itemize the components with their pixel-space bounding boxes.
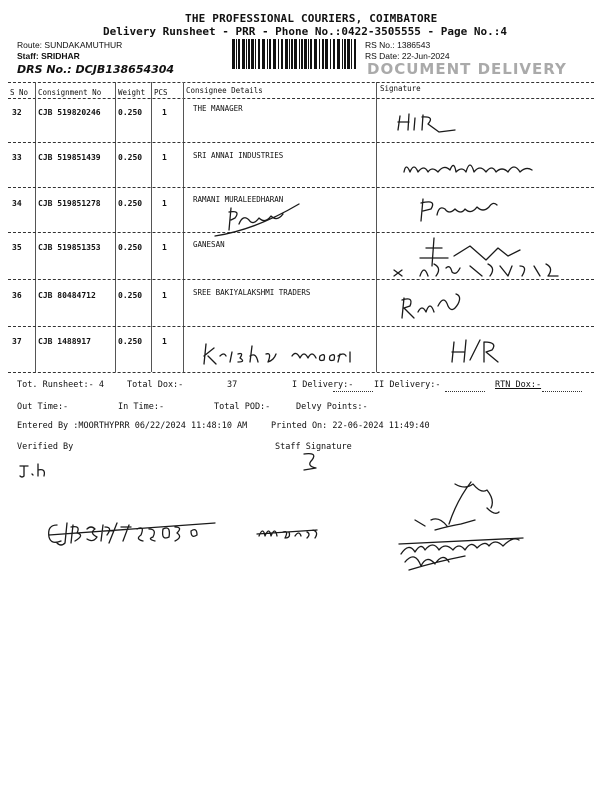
barcode-bar: [267, 39, 268, 69]
row-consignee: SRI ANNAI INDUSTRIES: [193, 151, 284, 160]
ii-delivery-line: [445, 391, 485, 392]
company-title: THE PROFESSIONAL COURIERS, COIMBATORE: [185, 12, 438, 25]
printed-on: Printed On: 22-06-2024 11:49:40: [271, 421, 430, 431]
row-consignment: CJB 519851278: [38, 199, 101, 208]
barcode-bar: [333, 39, 335, 69]
rtn-dox: RTN Dox:-: [495, 380, 542, 390]
row-weight: 0.250: [118, 337, 143, 346]
barcode-bar: [319, 39, 320, 69]
barcode-bar: [238, 39, 240, 69]
rtn-dox-line: [542, 391, 582, 392]
barcode-bar: [310, 39, 312, 69]
barcode-bar: [278, 39, 279, 69]
col-divider: [35, 82, 36, 372]
drs-number: DRS No.: DCJB138654304: [17, 63, 175, 76]
row-pcs: 1: [162, 243, 167, 252]
row-pcs: 1: [162, 199, 167, 208]
barcode-bar: [285, 39, 288, 69]
row-rule: [8, 326, 594, 327]
ii-delivery: II Delivery:-: [374, 380, 441, 390]
barcode-bar: [344, 39, 346, 69]
rs-number: RS No.: 1386543: [365, 40, 431, 50]
barcode-bar: [351, 39, 352, 69]
row-rule: [8, 142, 594, 143]
row-consignment: CJB 519820246: [38, 108, 101, 117]
handwritten-scribble-right: [395, 480, 535, 580]
handwritten-manis: [255, 520, 325, 545]
col-pcs: PCS: [154, 88, 168, 97]
header-top-rule: [8, 82, 594, 83]
runsheet-subtitle: Delivery Runsheet - PRR - Phone No.:0422-3505555 - Page No.:4: [103, 25, 507, 38]
route-label: Route: SUNDAKAMUTHUR: [17, 40, 123, 50]
barcode-bar: [248, 39, 250, 69]
in-time: In Time:-: [118, 402, 165, 412]
row-pcs: 1: [162, 108, 167, 117]
barcode-bar: [330, 39, 331, 69]
barcode-bar: [232, 39, 235, 69]
col-divider: [151, 82, 152, 372]
row-consignee: SREE BAKIYALAKSHMI TRADERS: [193, 288, 311, 297]
row-weight: 0.250: [118, 108, 143, 117]
col-sno: S No: [10, 88, 29, 97]
barcode-bar: [251, 39, 254, 69]
barcode-bar: [308, 39, 309, 69]
row-consignee: GANESAN: [193, 240, 225, 249]
tot-runsheet: Tot. Runsheet:- 4: [17, 380, 104, 390]
row-consignment: CJB 80484712: [38, 291, 96, 300]
row-sno: 34: [12, 199, 22, 208]
col-consignment: Consignment No: [38, 88, 102, 97]
verified-by: Verified By: [17, 442, 74, 452]
row-pcs: 1: [162, 153, 167, 162]
barcode-bar: [299, 39, 300, 69]
col-divider: [376, 82, 377, 372]
row-consignment: CJB 519851439: [38, 153, 101, 162]
out-time: Out Time:-: [17, 402, 69, 412]
row-consignee: THE MANAGER: [193, 104, 243, 113]
total-pod: Total POD:-: [214, 402, 271, 412]
row-weight: 0.250: [118, 243, 143, 252]
col-signature: Signature: [380, 84, 421, 93]
barcode-bar: [289, 39, 290, 69]
row-weight: 0.250: [118, 291, 143, 300]
signature-row-34: [415, 195, 505, 225]
barcode-bar: [314, 39, 317, 69]
i-delivery: I Delivery:-: [292, 380, 354, 390]
row-consignment: CJB 519851353: [38, 243, 101, 252]
barcode-bar: [301, 39, 303, 69]
table-bottom-rule: [8, 372, 594, 373]
col-consignee: Consignee Details: [186, 86, 263, 95]
barcode-bar: [255, 39, 256, 69]
barcode-bar: [347, 39, 350, 69]
barcode-bar: [258, 39, 260, 69]
row-weight: 0.250: [118, 153, 143, 162]
signature-row-36: [400, 290, 470, 322]
delvy-points: Delvy Points:-: [296, 402, 368, 412]
staff-label: Staff: SRIDHAR: [17, 51, 80, 61]
handwritten-consignment-bottom: [45, 515, 220, 555]
row-sno: 32: [12, 108, 22, 117]
entered-by: Entered By :MOORTHYPRR 06/22/2024 11:48:10 AM: [17, 421, 248, 431]
barcode: [232, 39, 358, 69]
row-weight: 0.250: [118, 199, 143, 208]
header-bottom-rule: [8, 98, 594, 99]
staff-signature: [298, 450, 328, 475]
barcode-bar: [242, 39, 245, 69]
barcode-bar: [269, 39, 271, 69]
rs-date: RS Date: 22-Jun-2024: [365, 51, 450, 61]
barcode-bar: [294, 39, 297, 69]
barcode-bar: [342, 39, 343, 69]
row-consignment: CJB 1488917: [38, 337, 91, 346]
barcode-bar: [337, 39, 340, 69]
row-sno: 36: [12, 291, 22, 300]
document-delivery-stamp: DOCUMENT DELIVERY: [367, 60, 567, 78]
row-rule: [8, 187, 594, 188]
row-sno: 35: [12, 243, 22, 252]
barcode-bar: [281, 39, 283, 69]
barcode-bar: [304, 39, 307, 69]
handwritten-krishna-moorthi: [200, 340, 360, 370]
barcode-bar: [273, 39, 276, 69]
barcode-bar: [262, 39, 265, 69]
col-weight: Weight: [118, 88, 146, 97]
total-dox-value: 37: [227, 380, 238, 390]
barcode-bar: [246, 39, 247, 69]
col-divider: [183, 82, 184, 372]
row-sno: 33: [12, 153, 22, 162]
row-pcs: 1: [162, 337, 167, 346]
signature-row-37: [440, 336, 510, 366]
staff-signature-label: Staff Signature: [275, 442, 352, 452]
row-consignee: RAMANI MURALEEDHARAN: [193, 195, 284, 204]
verified-signature: [18, 460, 68, 480]
row-pcs: 1: [162, 291, 167, 300]
barcode-bar: [354, 39, 356, 69]
total-dox-label: Total Dox:-: [127, 380, 184, 390]
col-divider: [115, 82, 116, 372]
signature-row-35: [390, 236, 580, 286]
i-delivery-line: [333, 391, 373, 392]
row-sno: 37: [12, 337, 22, 346]
barcode-bar: [322, 39, 324, 69]
barcode-bar: [236, 39, 237, 69]
barcode-bar: [291, 39, 293, 69]
signature-row-32: [395, 108, 475, 138]
barcode-bar: [325, 39, 328, 69]
signature-row-34-overlay: [195, 200, 305, 240]
signature-row-33: [400, 152, 550, 182]
